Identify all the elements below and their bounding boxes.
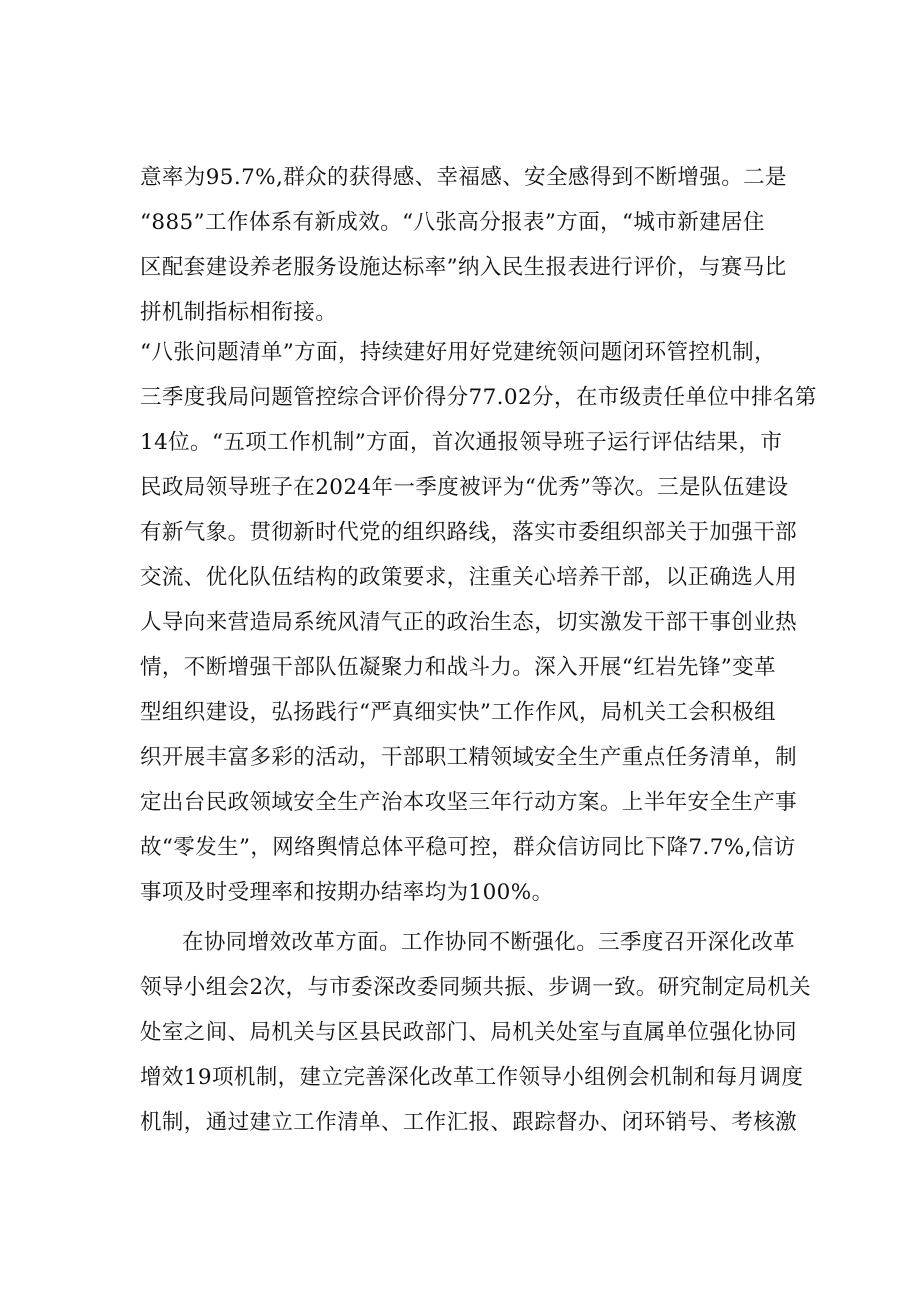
text-line: 有新气象。贯彻新时代党的组织路线，落实市委组织部关于加强干部 — [140, 520, 798, 545]
text-line: 三季度我局问题管控综合评价得分77.02分，在市级责任单位中排名第 — [140, 385, 817, 410]
text-line: 型组织建设，弘扬践行“严真细实快”工作作风，局机关工会积极组 — [140, 700, 776, 725]
text-line: 民政局领导班子在2024年一季度被评为“优秀”等次。三是队伍建设 — [140, 475, 789, 500]
text-line: 意率为95.7%,群众的获得感、幸福感、安全感得到不断增强。二是 — [140, 165, 787, 190]
paragraph-first-line: 在协同增效改革方面。工作协同不断强化。三季度召开深化改革 — [182, 930, 796, 955]
text-line: 区配套建设养老服务设施达标率”纳入民生报表进行评价，与赛马比 — [140, 255, 787, 280]
text-line: 定出台民政领域安全生产治本攻坚三年行动方案。上半年安全生产事 — [140, 790, 798, 815]
text-line: 故“零发生”，网络舆情总体平稳可控，群众信访同比下降7.7%,信访 — [140, 835, 796, 860]
text-line: 交流、优化队伍结构的政策要求，注重关心培养干部，以正确选人用 — [140, 565, 798, 590]
text-line: 机制，通过建立工作清单、工作汇报、跟踪督办、闭环销号、考核激 — [140, 1110, 798, 1135]
text-line: 增效19项机制，建立完善深化改革工作领导小组例会机制和每月调度 — [140, 1065, 804, 1090]
text-line: “885”工作体系有新成效。“八张高分报表”方面，“城市新建居住 — [140, 210, 765, 235]
text-line: 事项及时受理率和按期办结率均为100%。 — [140, 880, 554, 905]
text-line: 人导向来营造局系统风清气正的政治生态，切实激发干部干事创业热 — [140, 610, 798, 635]
text-line: 处室之间、局机关与区县民政部门、局机关处室与直属单位强化协同 — [140, 1020, 798, 1045]
text-line: 织开展丰富多彩的活动，干部职工精领域安全生产重点任务清单，制 — [140, 745, 798, 770]
text-line: 领导小组会2次，与市委深改委同频共振、步调一致。研究制定局机关 — [140, 975, 812, 1000]
text-line: “八张问题清单”方面，持续建好用好党建统领问题闭环管控机制， — [140, 340, 776, 365]
text-line: 情，不断增强干部队伍凝聚力和战斗力。深入开展“红岩先锋”变革 — [140, 655, 776, 680]
text-line: 14位。“五项工作机制”方面，首次通报领导班子运行评估结果，市 — [140, 430, 783, 455]
text-line: 拼机制指标相衔接。 — [140, 300, 338, 325]
